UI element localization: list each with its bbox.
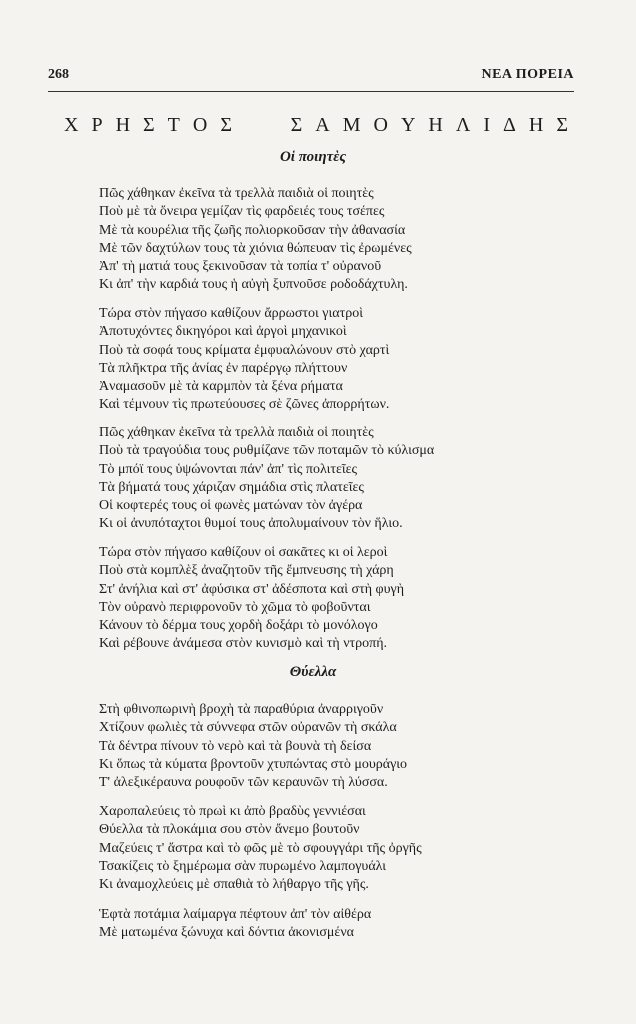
- verse-line: Τὰ δέντρα πίνουν τὸ νερὸ καὶ τὰ βουνὰ τὴ δείσα: [99, 738, 372, 754]
- verse-line: Ποὺ τὰ σοφά τους κρίματα ἐμφυαλώνουν στὸ χαρτὶ: [99, 342, 390, 358]
- letter: Σ: [290, 114, 303, 136]
- letter: Σ: [556, 114, 568, 136]
- poem-title: Θύελλα: [289, 664, 337, 680]
- verse-line: Πῶς χάθηκαν ἐκεῖνα τὰ τρελλὰ παιδιὰ οἱ ποιητὲς: [99, 186, 374, 201]
- letter: Λ: [455, 114, 471, 136]
- author-first-name: [64, 114, 232, 137]
- verse-line: Τ' ἀλεξικέραυνα ρουφοῦν τῶν κεραυνῶν τὴ λύσσα.: [99, 775, 388, 791]
- stanza: [99, 906, 579, 943]
- verse-line: Στ' ἀνήλια καὶ στ' ἀφύσικα στ' ἀδέσποτα καὶ στὴ φυγὴ: [99, 581, 405, 597]
- letter: Ο: [373, 114, 388, 136]
- stanza: [99, 185, 579, 295]
- letter: Ο: [192, 114, 208, 136]
- author-last-name: [291, 114, 568, 137]
- verse-line: Καὶ τέμνουν τὶς πρωτεύουσες σὲ ζῶνες ἀπορρήτων.: [99, 397, 390, 413]
- verse-line: Καὶ ρέβουνε ἀνάμεσα στὸν κυνισμὸ καὶ τὴ ντροπή.: [99, 636, 388, 652]
- letter: Χ: [64, 114, 79, 136]
- verse-line: Μαζεύεις τ' ἄστρα καὶ τὸ φῶς μὲ τὸ σφουγγάρι τῆς ὀργῆς: [99, 840, 422, 856]
- verse-line: Ποὺ τὰ τραγούδια τους ρυθμίζανε τῶν ποταμῶν τὸ κύλισμα: [99, 443, 435, 459]
- verse-line: Τὰ πλῆκτρα τῆς ἀνίας ἐν παρέργῳ πλήττουν: [99, 360, 348, 376]
- verse-line: Τὸν οὐρανὸ περιφρονοῦν τὸ χῶμα τὸ φοβοῦνται: [99, 599, 371, 615]
- verse-line: Κι οἱ ἀνυπόταχτοι θυμοί τους ἀπολυμαίνουν τὸν ἥλιο.: [99, 516, 403, 532]
- letter: Τ: [167, 114, 180, 136]
- verse-line: Κι ἀπ' τὴν καρδιά τους ἡ αὐγὴ ξυπνοῦσε ροδοδάχτυλη.: [99, 277, 408, 293]
- verse-line: Ἀναμασοῦν μὲ τὰ καρμπὸν τὰ ξένα ρήματα: [99, 379, 343, 395]
- verse-line: Τὰ βήματά τους χάριζαν σημάδια στὶς πλατεῖες: [99, 479, 364, 495]
- stanza: [99, 544, 579, 654]
- stanza: [99, 305, 579, 415]
- verse-line: Ποὺ στὰ κομπλὲξ ἀναζητοῦν τῆς ἔμπνευσης τὴ χάρη: [99, 563, 394, 579]
- verse-line: Ἀποτυχόντες δικηγόροι καὶ ἀργοὶ μηχανικοὶ: [99, 324, 347, 340]
- verse-line: Θύελλα τὰ πλοκάμια σου στὸν ἄνεμο βουτοῦν: [99, 822, 360, 838]
- verse-line: Ἀπ' τὴ ματιά τους ξεκινοῦσαν τὰ τοπία τ' οὐρανοῦ: [99, 259, 382, 275]
- letter: Α: [315, 114, 330, 136]
- poem-title: Οἱ ποιητὲς: [279, 149, 347, 165]
- letter: Η: [428, 114, 443, 136]
- verse-line: Κάνουν τὸ δέρμα τους χορδὴ δοξάρι τὸ μονόλογο: [99, 618, 378, 634]
- letter: Ι: [483, 114, 491, 136]
- letter: Η: [528, 114, 544, 136]
- page-number: 268: [48, 67, 69, 82]
- verse-line: Οἱ κοφτερές τους οἱ φωνὲς ματώναν τὸν ἀγέρα: [99, 498, 363, 514]
- header-rule: [48, 91, 574, 92]
- verse-line: Τσακίζεις τὸ ξημέρωμα σὰν πυρωμένο λαμπογυάλι: [99, 858, 387, 874]
- verse-line: Χαροπαλεύεις τὸ πρωὶ κι ἀπὸ βραδὺς γεννιέσαι: [99, 804, 366, 819]
- verse-line: Πῶς χάθηκαν ἐκεῖνα τὰ τρελλὰ παιδιὰ οἱ ποιητὲς: [99, 425, 374, 440]
- letter: Η: [115, 114, 131, 136]
- verse-line: Τὸ μπόϊ τους ὑψώνονται πάν' ἀπ' τὶς πολιτεῖες: [99, 461, 358, 477]
- verse-line: Τώρα στὸν πήγασο καθίζουν ἄρρωστοι γιατροὶ: [99, 306, 363, 321]
- verse-line: Ποὺ μὲ τὰ ὄνειρα γεμίζαν τὶς φαρδειές τους τσέπες: [99, 204, 385, 220]
- verse-line: Μὲ ματωμένα ξώνυχα καὶ δόντια ἀκονισμένα: [99, 925, 354, 941]
- verse-line: Τώρα στὸν πήγασο καθίζουν οἱ σακᾶτες κι οἱ λεροὶ: [99, 545, 388, 560]
- stanza: [99, 803, 579, 894]
- letter: Ρ: [91, 114, 103, 136]
- journal-title: ΝΕΑ ΠΟΡΕΙΑ: [481, 67, 574, 82]
- verse-line: Κι ἀναμοχλεύεις μὲ σπαθιὰ τὸ λήθαργο τῆς γῆς.: [99, 877, 369, 893]
- letter: Υ: [400, 114, 416, 136]
- letter: Μ: [342, 114, 361, 136]
- verse-line: Μὲ τῶν δαχτύλων τους τὰ χιόνια θώπευαν τὶς ἐρωμένες: [99, 240, 412, 256]
- verse-line: Χτίζουν φωλιὲς τὰ σύννεφα στῶν οὐρανῶν τὴ σκάλα: [99, 720, 397, 736]
- verse-line: Στὴ φθινοπωρινὴ βροχὴ τὰ παραθύρια ἀναρριγοῦν: [99, 702, 384, 717]
- verse-line: Ἑφτὰ ποτάμια λαίμαργα πέφτουν ἀπ' τὸν αἰθέρα: [99, 907, 372, 922]
- author-name: [64, 114, 568, 137]
- letter: Σ: [143, 114, 155, 136]
- letter: Σ: [220, 114, 232, 136]
- verse-line: Μὲ τὰ κουρέλια τῆς ζωῆς πολιορκοῦσαν τὴν ἀθανασία: [99, 222, 406, 238]
- letter: Δ: [503, 114, 516, 136]
- stanza: [99, 701, 579, 792]
- stanza: [99, 424, 579, 534]
- verse-line: Κι ὅπως τὰ κύματα βροντοῦν χτυπώντας στὸ μουράγιο: [99, 756, 408, 772]
